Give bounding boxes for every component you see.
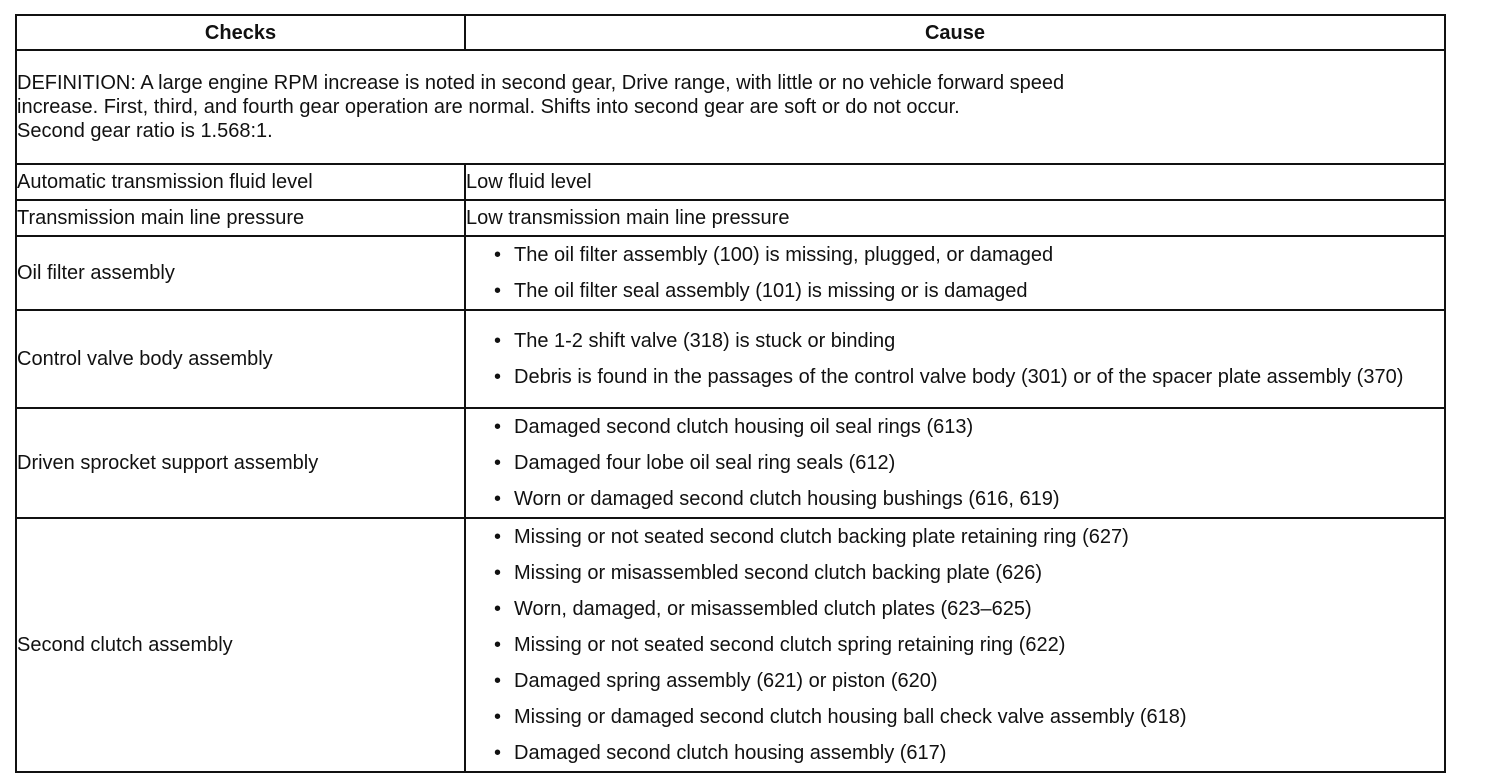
cause-column-header: Cause <box>465 15 1445 50</box>
cause-list <box>466 415 1444 511</box>
bullet-icon: • <box>494 562 502 584</box>
cause-cell <box>465 310 1445 408</box>
check-cell: Second clutch assembly <box>16 518 465 772</box>
bullet-icon: • <box>494 366 502 388</box>
header-row <box>16 15 1445 50</box>
cause-text: The oil filter seal assembly (101) is missing or is damaged <box>514 280 1028 302</box>
bullet-icon: • <box>494 452 502 474</box>
cause-text: Missing or not seated second clutch spring retaining ring (622) <box>514 634 1066 656</box>
cause-text: Damaged spring assembly (621) or piston (620) <box>514 670 938 692</box>
definition-line: DEFINITION: A large engine RPM increase is noted in second gear, Drive range, with little or no vehicle forward speed <box>17 72 1065 94</box>
definition-row <box>16 50 1445 164</box>
list-item <box>466 561 1444 585</box>
cause-text: The oil filter assembly (100) is missing, plugged, or damaged <box>514 244 1054 266</box>
check-cell: Control valve body assembly <box>16 310 465 408</box>
table-row <box>16 310 1445 408</box>
list-item <box>466 741 1444 765</box>
bullet-icon: • <box>494 330 502 352</box>
cause-cell: Low transmission main line pressure <box>465 200 1445 236</box>
check-cell: Driven sprocket support assembly <box>16 408 465 518</box>
table-row <box>16 236 1445 310</box>
cause-cell <box>465 408 1445 518</box>
list-item <box>466 329 1444 353</box>
bullet-icon: • <box>494 244 502 266</box>
list-item <box>466 597 1444 621</box>
cause-text: Missing or misassembled second clutch backing plate (626) <box>514 562 1043 584</box>
cause-text: The 1-2 shift valve (318) is stuck or binding <box>514 330 896 352</box>
diagnostic-table <box>15 14 1446 773</box>
table-row <box>16 200 1445 236</box>
bullet-icon: • <box>494 670 502 692</box>
list-item <box>466 415 1444 439</box>
bullet-icon: • <box>494 280 502 302</box>
cause-text: Missing or not seated second clutch backing plate retaining ring (627) <box>514 526 1129 548</box>
bullet-icon: • <box>494 598 502 620</box>
table-row <box>16 164 1445 200</box>
check-cell: Oil filter assembly <box>16 236 465 310</box>
bullet-icon: • <box>494 634 502 656</box>
definition-cell <box>16 50 1445 164</box>
cause-cell <box>465 518 1445 772</box>
cause-cell <box>465 236 1445 310</box>
cause-text: Damaged second clutch housing oil seal rings (613) <box>514 416 974 438</box>
list-item <box>466 279 1444 303</box>
list-item <box>466 669 1444 693</box>
table-row <box>16 408 1445 518</box>
cause-text: Worn, damaged, or misassembled clutch plates (623–625) <box>514 598 1032 620</box>
cause-text: Missing or damaged second clutch housing ball check valve assembly (618) <box>514 706 1187 728</box>
cause-text: Debris is found in the passages of the control valve body (301) or of the spacer plate assembly (370) <box>514 366 1404 388</box>
list-item <box>466 705 1444 729</box>
bullet-icon: • <box>494 706 502 728</box>
bullet-icon: • <box>494 488 502 510</box>
cause-text: Damaged four lobe oil seal ring seals (612) <box>514 452 896 474</box>
list-item <box>466 633 1444 657</box>
cause-cell: Low fluid level <box>465 164 1445 200</box>
list-item <box>466 365 1444 389</box>
cause-list <box>466 525 1444 765</box>
definition-line: Second gear ratio is 1.568:1. <box>17 120 273 142</box>
list-item <box>466 487 1444 511</box>
cause-text: Worn or damaged second clutch housing bushings (616, 619) <box>514 488 1060 510</box>
checks-column-header: Checks <box>16 15 465 50</box>
list-item <box>466 451 1444 475</box>
table-row <box>16 518 1445 772</box>
definition-line: increase. First, third, and fourth gear operation are normal. Shifts into second gear are soft or do not occur. <box>17 96 960 118</box>
bullet-icon: • <box>494 416 502 438</box>
cause-list <box>466 243 1444 303</box>
list-item <box>466 525 1444 549</box>
check-cell: Automatic transmission fluid level <box>16 164 465 200</box>
list-item <box>466 243 1444 267</box>
bullet-icon: • <box>494 526 502 548</box>
cause-list <box>466 329 1444 389</box>
cause-text: Damaged second clutch housing assembly (617) <box>514 742 947 764</box>
check-cell: Transmission main line pressure <box>16 200 465 236</box>
bullet-icon: • <box>494 742 502 764</box>
